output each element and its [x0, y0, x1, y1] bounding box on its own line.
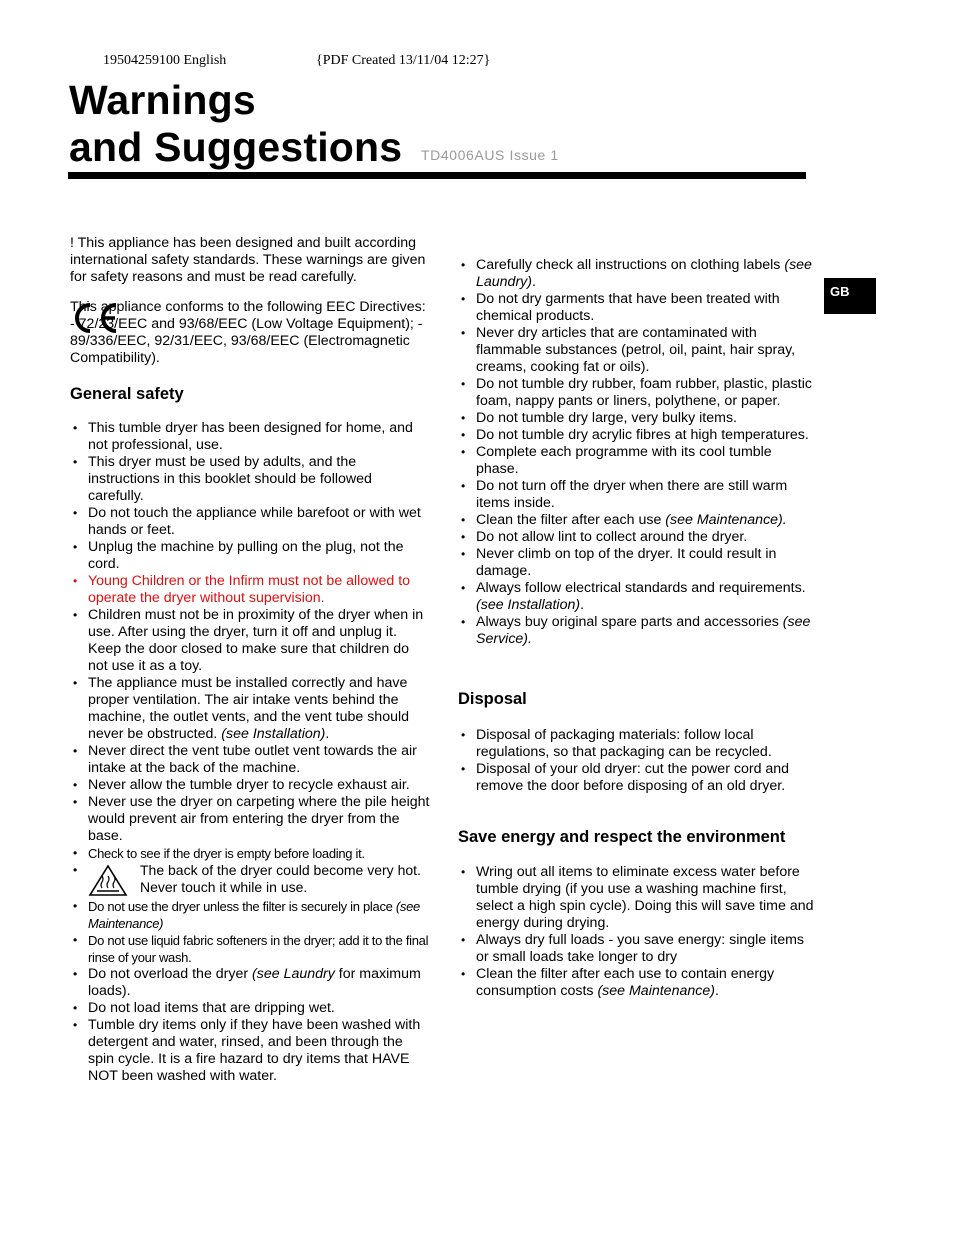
section-heading-disposal: Disposal: [458, 690, 527, 708]
list-item: • Children must not be in proximity of the dryer when in use. After using the dryer, turn it off and unplug it. Keep the door closed to make sure that children do not use it as a toy.: [70, 607, 430, 675]
ce-mark-icon: [70, 301, 120, 335]
page-title-line-2: and Suggestions: [69, 124, 403, 170]
list-item: • Do not tumble dry rubber, foam rubber, plastic, plastic foam, nappy pants or liners, polythene, or paper.: [458, 376, 818, 410]
list-item: • Disposal of packaging materials: follow local regulations, so that packaging can be recycled.: [458, 727, 818, 761]
page-title-line-1: Warnings: [69, 77, 256, 123]
list-item: • Do not load items that are dripping wet.: [70, 1000, 430, 1017]
list-item-highlighted: • Young Children or the Infirm must not be allowed to operate the dryer without supervision.: [70, 573, 430, 607]
document-code: 19504259100 English: [103, 53, 227, 68]
issue-label: TD4006AUS Issue 1: [421, 147, 559, 163]
list-item: • Never direct the vent tube outlet vent towards the air intake at the back of the machine.: [70, 743, 430, 777]
title-rule: [68, 172, 806, 179]
list-item: • This dryer must be used by adults, and the instructions in this booklet should be followed carefully.: [70, 454, 430, 505]
list-item: • Do not use liquid fabric softeners in the dryer; add it to the final rinse of your wash.: [70, 932, 430, 966]
list-item: • This tumble dryer has been designed for home, and not professional, use.: [70, 420, 430, 454]
list-item: • Never use the dryer on carpeting where the pile height would prevent air from entering the dryer from the base.: [70, 794, 430, 845]
list-item: • Do not touch the appliance while barefoot or with wet hands or feet.: [70, 505, 430, 539]
list-item: • Do not dry garments that have been treated with chemical products.: [458, 291, 818, 325]
list-item: • Do not overload the dryer (see Laundry for maximum loads).: [70, 966, 430, 1000]
list-item: • Never allow the tumble dryer to recycle exhaust air.: [70, 777, 430, 794]
list-item: • Always follow electrical standards and requirements. (see Installation).: [458, 580, 818, 614]
list-item: • Clean the filter after each use to contain energy consumption costs (see Maintenance).: [458, 966, 818, 1000]
list-item: • Do not use the dryer unless the filter is securely in place (see Maintenance): [70, 898, 430, 932]
list-item: • Tumble dry items only if they have been washed with detergent and water, rinsed, and been through the spin cycle. It is a fire hazard to dry items that HAVE NOT been washed with water.: [70, 1017, 430, 1085]
list-item: • Check to see if the dryer is empty before loading it.: [70, 845, 430, 862]
list-item: • Clean the filter after each use (see Maintenance).: [458, 512, 818, 529]
list-item: • Do not tumble dry large, very bulky items.: [458, 410, 818, 427]
intro-block: [70, 235, 430, 367]
list-item: • Disposal of your old dryer: cut the power cord and remove the door before disposing of an old dryer.: [458, 761, 818, 795]
list-item: • Complete each programme with its cool tumble phase.: [458, 444, 818, 478]
general-safety-list-continued: [458, 257, 818, 648]
general-safety-list: [70, 420, 430, 1085]
list-item: • Do not turn off the dryer when there are still warm items inside.: [458, 478, 818, 512]
section-heading-general-safety: General safety: [70, 385, 184, 403]
ce-directives: - 72/23/EEC and 93/68/EEC (Low Voltage Equipment); - 89/336/EEC, 92/31/EEC, 93/68/EEC (Electromagnetic Compatibility).: [70, 316, 423, 366]
list-item: • Wring out all items to eliminate excess water before tumble drying (if you use a washing machine first, select a high spin cycle). Doing this will save time and energy during drying.: [458, 864, 818, 932]
left-column: [70, 235, 430, 1085]
ce-conformity-text: This appliance conforms to the following EEC Directives:: [70, 299, 426, 315]
ce-block: [70, 299, 430, 367]
list-item: • Do not tumble dry acrylic fibres at high temperatures.: [458, 427, 818, 444]
hot-surface-warning-icon: [88, 864, 128, 897]
right-column: [458, 257, 818, 1000]
disposal-list: [458, 727, 818, 795]
hot-surface-text: • The back of the dryer could become very hot. Never touch it while in use.: [140, 862, 421, 895]
list-item-hot-surface: [70, 862, 430, 898]
section-heading-energy: Save energy and respect the environment: [458, 828, 786, 846]
list-item: • Unplug the machine by pulling on the plug, not the cord.: [70, 539, 430, 573]
intro-text: ! This appliance has been designed and built according international safety standards. These warnings are given for safety reasons and must be read carefully.: [70, 235, 426, 285]
list-item: • Never climb on top of the dryer. It could result in damage.: [458, 546, 818, 580]
list-item: • Never dry articles that are contaminated with flammable substances (petrol, oil, paint, hair spray, creams, cooking fat or oils).: [458, 325, 818, 376]
pdf-created-stamp: {PDF Created 13/11/04 12:27}: [316, 53, 491, 68]
energy-list: [458, 864, 818, 1000]
list-item: • Always dry full loads - you save energy: single items or small loads take longer to dry: [458, 932, 818, 966]
language-tab: GB: [824, 278, 876, 314]
list-item: • Carefully check all instructions on clothing labels (see Laundry).: [458, 257, 818, 291]
list-item: • The appliance must be installed correctly and have proper ventilation. The air intake vents behind the machine, the outlet vents, and the vent tube should never be obstructed. (see Installation).: [70, 675, 430, 743]
list-item: • Always buy original spare parts and accessories (see Service).: [458, 614, 818, 648]
list-item: • Do not allow lint to collect around the dryer.: [458, 529, 818, 546]
